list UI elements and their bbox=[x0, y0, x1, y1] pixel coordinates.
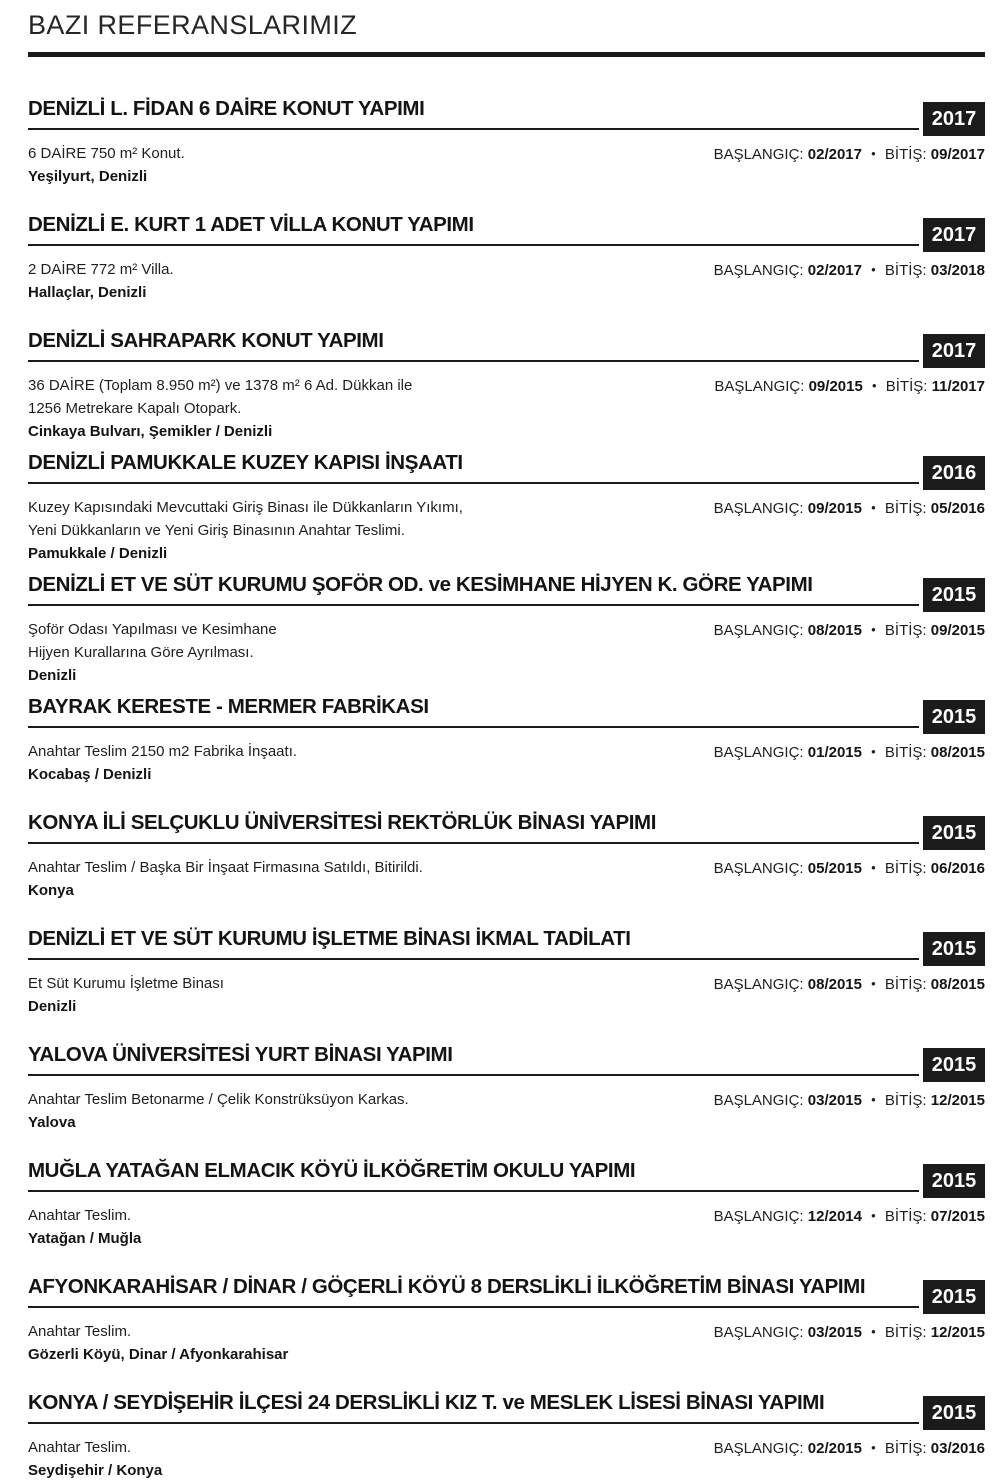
entry-header bbox=[28, 1391, 985, 1424]
end-date-value: 03/2018 bbox=[930, 262, 985, 279]
year-badge: 2017 bbox=[923, 334, 985, 368]
year-badge: 2015 bbox=[923, 1164, 985, 1198]
entry-description-line: Anahtar Teslim. bbox=[28, 1323, 132, 1340]
entry-description bbox=[28, 258, 174, 304]
end-date-label: BİTİŞ: bbox=[885, 378, 928, 395]
reference-entry bbox=[28, 1043, 985, 1134]
entry-body bbox=[28, 1204, 985, 1250]
date-separator-icon: • bbox=[871, 1440, 876, 1455]
start-date-value: 03/2015 bbox=[807, 1324, 862, 1341]
start-date-value: 05/2015 bbox=[807, 860, 862, 877]
entry-body bbox=[28, 740, 985, 786]
start-date-label: BAŞLANGIÇ: bbox=[713, 976, 804, 993]
end-date-label: BİTİŞ: bbox=[884, 1324, 927, 1341]
year-badge: 2015 bbox=[923, 1396, 985, 1430]
entry-dates bbox=[714, 1436, 985, 1460]
date-separator-icon: • bbox=[872, 378, 877, 393]
entry-title: DENİZLİ ET VE SÜT KURUMU İŞLETME BİNASI İKMAL TADİLATI bbox=[28, 927, 919, 960]
entry-header bbox=[28, 451, 985, 484]
start-date-label: BAŞLANGIÇ: bbox=[713, 146, 804, 163]
start-date-label: BAŞLANGIÇ: bbox=[714, 378, 805, 395]
start-date-value: 02/2017 bbox=[807, 262, 862, 279]
entry-description-line: 36 DAİRE (Toplam 8.950 m²) ve 1378 m² 6 Ad. Dükkan ile bbox=[28, 377, 413, 394]
entry-body bbox=[28, 618, 985, 687]
entry-description bbox=[28, 142, 185, 188]
date-separator-icon: • bbox=[871, 1092, 876, 1107]
reference-entry bbox=[28, 213, 985, 304]
start-date-label: BAŞLANGIÇ: bbox=[713, 1324, 804, 1341]
entry-dates bbox=[714, 856, 985, 880]
entry-dates bbox=[714, 1320, 985, 1344]
entry-description-line: 2 DAİRE 772 m² Villa. bbox=[28, 261, 174, 278]
year-badge: 2017 bbox=[923, 218, 985, 252]
entry-dates bbox=[714, 740, 985, 764]
end-date-value: 07/2015 bbox=[930, 1208, 985, 1225]
entry-dates bbox=[714, 1088, 985, 1112]
date-separator-icon: • bbox=[871, 1208, 876, 1223]
start-date-value: 03/2015 bbox=[807, 1092, 862, 1109]
start-date-label: BAŞLANGIÇ: bbox=[713, 500, 804, 517]
entry-description-line: Hijyen Kurallarına Göre Ayrılması. bbox=[28, 644, 254, 661]
entry-location: Yatağan / Muğla bbox=[28, 1230, 142, 1247]
entry-body bbox=[28, 258, 985, 304]
end-date-label: BİTİŞ: bbox=[884, 262, 927, 279]
entry-header bbox=[28, 927, 985, 960]
start-date-label: BAŞLANGIÇ: bbox=[713, 744, 804, 761]
reference-entry bbox=[28, 451, 985, 565]
end-date-label: BİTİŞ: bbox=[884, 500, 927, 517]
entry-location: Denizli bbox=[28, 667, 77, 684]
entry-description-line: Anahtar Teslim Betonarme / Çelik Konstrüksüyon Karkas. bbox=[28, 1091, 409, 1108]
end-date-value: 11/2017 bbox=[931, 378, 985, 395]
entry-title: DENİZLİ PAMUKKALE KUZEY KAPISI İNŞAATI bbox=[28, 451, 919, 484]
reference-entry bbox=[28, 927, 985, 1018]
start-date-value: 02/2017 bbox=[807, 146, 862, 163]
year-badge: 2015 bbox=[923, 1048, 985, 1082]
entry-title: KONYA / SEYDİŞEHİR İLÇESİ 24 DERSLİKLİ KIZ T. ve MESLEK LİSESİ BİNASI YAPIMI bbox=[28, 1391, 919, 1424]
end-date-label: BİTİŞ: bbox=[884, 860, 927, 877]
year-badge: 2015 bbox=[923, 578, 985, 612]
entry-description bbox=[28, 740, 297, 786]
start-date-label: BAŞLANGIÇ: bbox=[713, 860, 804, 877]
entry-description-line: Şoför Odası Yapılması ve Kesimhane bbox=[28, 621, 277, 638]
entry-location: Hallaçlar, Denizli bbox=[28, 284, 147, 301]
entry-header bbox=[28, 1275, 985, 1308]
entry-body bbox=[28, 1436, 985, 1482]
start-date-label: BAŞLANGIÇ: bbox=[713, 262, 804, 279]
entry-location: Kocabaş / Denizli bbox=[28, 766, 152, 783]
entry-description bbox=[28, 1320, 288, 1366]
entry-header bbox=[28, 213, 985, 246]
entry-body bbox=[28, 1320, 985, 1366]
reference-entry bbox=[28, 695, 985, 786]
entry-description-line: Anahtar Teslim. bbox=[28, 1439, 132, 1456]
year-badge: 2017 bbox=[923, 102, 985, 136]
end-date-label: BİTİŞ: bbox=[884, 1092, 927, 1109]
entry-description-line: Anahtar Teslim. bbox=[28, 1207, 132, 1224]
end-date-value: 03/2016 bbox=[930, 1440, 985, 1457]
reference-entry bbox=[28, 811, 985, 902]
entry-header bbox=[28, 1043, 985, 1076]
date-separator-icon: • bbox=[871, 976, 876, 991]
entry-description bbox=[28, 972, 224, 1018]
end-date-value: 05/2016 bbox=[930, 500, 985, 517]
entry-title: AFYONKARAHİSAR / DİNAR / GÖÇERLİ KÖYÜ 8 DERSLİKLİ İLKÖĞRETİM BİNASI YAPIMI bbox=[28, 1275, 919, 1308]
reference-entry bbox=[28, 573, 985, 687]
year-badge: 2015 bbox=[923, 816, 985, 850]
start-date-label: BAŞLANGIÇ: bbox=[713, 1092, 804, 1109]
date-separator-icon: • bbox=[871, 744, 876, 759]
date-separator-icon: • bbox=[871, 500, 876, 515]
date-separator-icon: • bbox=[871, 262, 876, 277]
entry-description-line: Kuzey Kapısındaki Mevcuttaki Giriş Binası ile Dükkanların Yıkımı, bbox=[28, 499, 463, 516]
entry-dates bbox=[714, 972, 985, 996]
entry-body bbox=[28, 496, 985, 565]
entry-header bbox=[28, 811, 985, 844]
entry-header bbox=[28, 573, 985, 606]
end-date-value: 12/2015 bbox=[930, 1324, 985, 1341]
entry-location: Yalova bbox=[28, 1114, 76, 1131]
entry-location: Pamukkale / Denizli bbox=[28, 545, 168, 562]
date-separator-icon: • bbox=[871, 1324, 876, 1339]
entry-location: Yeşilyurt, Denizli bbox=[28, 168, 148, 185]
end-date-value: 12/2015 bbox=[930, 1092, 985, 1109]
reference-entry bbox=[28, 329, 985, 443]
page-header bbox=[28, 10, 985, 57]
year-badge: 2016 bbox=[923, 456, 985, 490]
start-date-value: 12/2014 bbox=[807, 1208, 862, 1225]
start-date-label: BAŞLANGIÇ: bbox=[713, 1208, 804, 1225]
entry-body bbox=[28, 1088, 985, 1134]
references-list bbox=[28, 97, 985, 1482]
start-date-value: 01/2015 bbox=[807, 744, 862, 761]
entry-description-line: 1256 Metrekare Kapalı Otopark. bbox=[28, 400, 242, 417]
entry-body bbox=[28, 374, 985, 443]
entry-body bbox=[28, 856, 985, 902]
end-date-label: BİTİŞ: bbox=[884, 1208, 927, 1225]
reference-entry bbox=[28, 97, 985, 188]
header-divider bbox=[28, 52, 985, 57]
entry-title: DENİZLİ SAHRAPARK KONUT YAPIMI bbox=[28, 329, 919, 362]
entry-body bbox=[28, 142, 985, 188]
entry-description-line: Yeni Dükkanların ve Yeni Giriş Binasının Anahtar Teslimi. bbox=[28, 522, 405, 539]
year-badge: 2015 bbox=[923, 700, 985, 734]
entry-title: DENİZLİ L. FİDAN 6 DAİRE KONUT YAPIMI bbox=[28, 97, 919, 130]
page-title: BAZI REFERANSLARIMIZ bbox=[28, 10, 358, 40]
entry-description bbox=[28, 1436, 162, 1482]
end-date-label: BİTİŞ: bbox=[884, 744, 927, 761]
end-date-label: BİTİŞ: bbox=[884, 622, 927, 639]
entry-location: Seydişehir / Konya bbox=[28, 1462, 163, 1479]
reference-entry bbox=[28, 1159, 985, 1250]
entry-title: DENİZLİ E. KURT 1 ADET VİLLA KONUT YAPIMI bbox=[28, 213, 919, 246]
entry-description bbox=[28, 856, 423, 902]
entry-description-line: Anahtar Teslim 2150 m2 Fabrika İnşaatı. bbox=[28, 743, 298, 760]
start-date-label: BAŞLANGIÇ: bbox=[713, 1440, 804, 1457]
entry-title: MUĞLA YATAĞAN ELMACIK KÖYÜ İLKÖĞRETİM OKULU YAPIMI bbox=[28, 1159, 919, 1192]
entry-description bbox=[28, 1088, 409, 1134]
end-date-label: BİTİŞ: bbox=[884, 1440, 927, 1457]
end-date-label: BİTİŞ: bbox=[884, 146, 927, 163]
entry-title: KONYA İLİ SELÇUKLU ÜNİVERSİTESİ REKTÖRLÜK BİNASI YAPIMI bbox=[28, 811, 919, 844]
end-date-label: BİTİŞ: bbox=[884, 976, 927, 993]
entry-title: DENİZLİ ET VE SÜT KURUMU ŞOFÖR OD. ve KESİMHANE HİJYEN K. GÖRE YAPIMI bbox=[28, 573, 919, 606]
entry-description-line: Anahtar Teslim / Başka Bir İnşaat Firmasına Satıldı, Bitirildi. bbox=[28, 859, 423, 876]
entry-dates bbox=[714, 374, 985, 398]
entry-header bbox=[28, 329, 985, 362]
entry-header bbox=[28, 97, 985, 130]
date-separator-icon: • bbox=[871, 860, 876, 875]
entry-dates bbox=[714, 1204, 985, 1228]
year-badge: 2015 bbox=[923, 1280, 985, 1314]
entry-description bbox=[28, 1204, 141, 1250]
end-date-value: 08/2015 bbox=[930, 744, 985, 761]
reference-entry bbox=[28, 1275, 985, 1366]
start-date-value: 08/2015 bbox=[807, 622, 862, 639]
entry-dates bbox=[714, 618, 985, 642]
year-badge: 2015 bbox=[923, 932, 985, 966]
entry-dates bbox=[714, 496, 985, 520]
end-date-value: 08/2015 bbox=[930, 976, 985, 993]
date-separator-icon: • bbox=[871, 622, 876, 637]
entry-title: YALOVA ÜNİVERSİTESİ YURT BİNASI YAPIMI bbox=[28, 1043, 919, 1076]
end-date-value: 06/2016 bbox=[930, 860, 985, 877]
entry-description bbox=[28, 496, 463, 565]
entry-dates bbox=[714, 258, 985, 282]
entry-title: BAYRAK KERESTE - MERMER FABRİKASI bbox=[28, 695, 919, 728]
start-date-value: 09/2015 bbox=[807, 500, 862, 517]
end-date-value: 09/2017 bbox=[930, 146, 985, 163]
entry-location: Denizli bbox=[28, 998, 77, 1015]
entry-description-line: Et Süt Kurumu İşletme Binası bbox=[28, 975, 224, 992]
start-date-value: 02/2015 bbox=[807, 1440, 862, 1457]
start-date-label: BAŞLANGIÇ: bbox=[713, 622, 804, 639]
reference-entry bbox=[28, 1391, 985, 1482]
end-date-value: 09/2015 bbox=[930, 622, 985, 639]
start-date-value: 09/2015 bbox=[808, 378, 863, 395]
date-separator-icon: • bbox=[871, 146, 876, 161]
entry-location: Konya bbox=[28, 882, 74, 899]
entry-dates bbox=[714, 142, 985, 166]
entry-header bbox=[28, 1159, 985, 1192]
entry-description bbox=[28, 374, 412, 443]
entry-description bbox=[28, 618, 277, 687]
entry-location: Cinkaya Bulvarı, Şemikler / Denizli bbox=[28, 423, 273, 440]
entry-location: Gözerli Köyü, Dinar / Afyonkarahisar bbox=[28, 1346, 289, 1363]
start-date-value: 08/2015 bbox=[807, 976, 862, 993]
entry-description-line: 6 DAİRE 750 m² Konut. bbox=[28, 145, 185, 162]
entry-header bbox=[28, 695, 985, 728]
entry-body bbox=[28, 972, 985, 1018]
